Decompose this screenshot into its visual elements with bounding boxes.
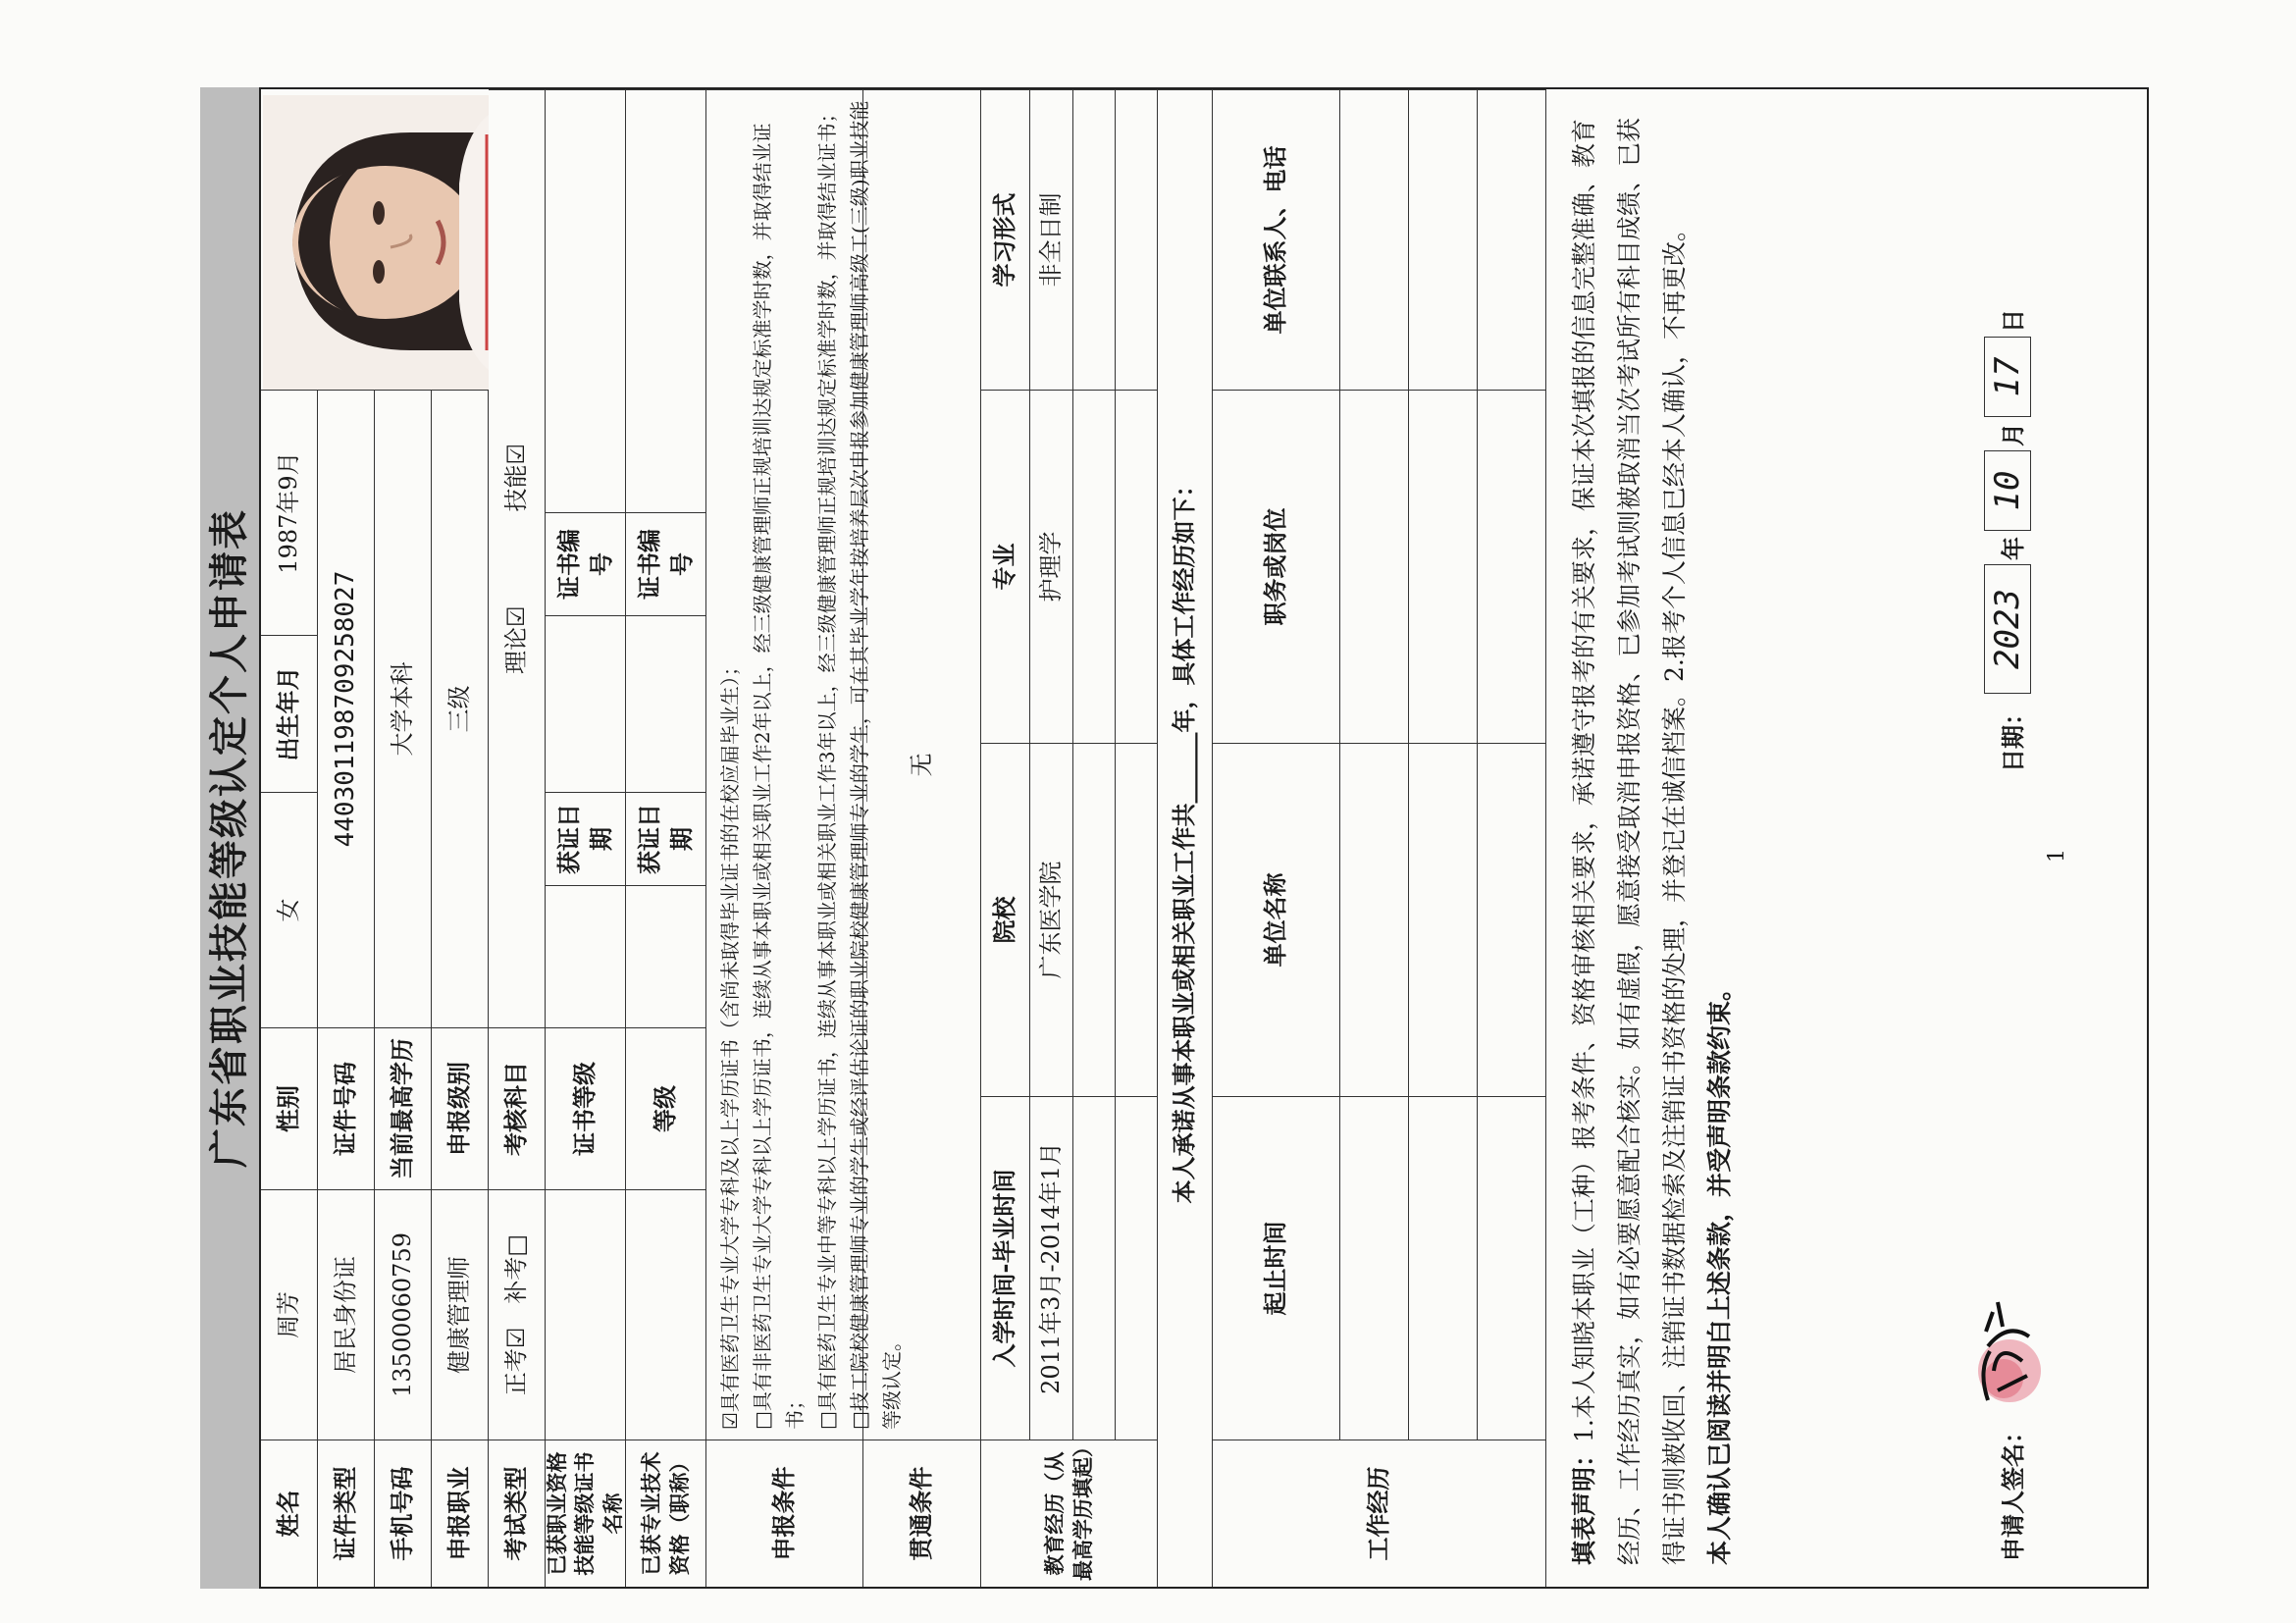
label-title-held: 已获专业技术资格（职称） xyxy=(626,1440,706,1587)
value-bridging: 无 xyxy=(863,89,981,1440)
edu-row-1-major: 护理学 xyxy=(1030,390,1073,743)
date-year-unit: 年 xyxy=(1999,537,2027,560)
work-header-period: 起止时间 xyxy=(1213,1096,1340,1440)
edu-row-1-mode: 非全日制 xyxy=(1030,89,1073,390)
label-id-type: 证件类型 xyxy=(318,1440,375,1587)
edu-row-3-mode xyxy=(1116,89,1158,390)
date-day-unit: 日 xyxy=(1999,309,2027,333)
condition-item-3: □具有医药卫生专业中等专科以上学历证书，连续从事本职业或相关职业工作3年以上，经三级健康管理师正规培训达规定标准学时数，并取得结业证书； xyxy=(815,103,839,1430)
value-exam-type: 正考☑ 补考□ xyxy=(489,1189,546,1440)
work-header-position: 职务或岗位 xyxy=(1213,390,1340,743)
value-birth: 1987年9月 xyxy=(261,390,318,635)
page-number: 1 xyxy=(2045,849,2069,863)
label-occupation: 申报职业 xyxy=(432,1440,489,1587)
label-exam-type: 考试类型 xyxy=(489,1440,546,1587)
form-title: 广东省职业技能等级认定个人申请表 xyxy=(200,87,259,1589)
declaration-block xyxy=(1546,89,1958,1587)
label-name: 姓名 xyxy=(261,1440,318,1587)
condition-item-2: □具有非医药卫生专业大学专科以上学历证书，连续从事本职业或相关职业工作2年以上，经三级健康管理师正规培训达规定标准学时数，并取得结业证书； xyxy=(751,123,807,1430)
declaration-lead: 填表声明： xyxy=(1570,1441,1598,1565)
edu-row-3-school xyxy=(1116,743,1158,1096)
work-row-2-employer xyxy=(1409,743,1478,1096)
applicant-photo xyxy=(263,95,489,390)
application-table xyxy=(259,87,2149,1589)
value-cert-held xyxy=(546,1189,626,1440)
label-cert-held: 已获职业资格技能等级证书名称 xyxy=(546,1440,626,1587)
work-row-2-contact xyxy=(1409,89,1478,390)
work-header-employer: 单位名称 xyxy=(1213,743,1340,1096)
label-subjects: 考核科目 xyxy=(489,1027,546,1189)
label-cert-level-1: 证书等级 xyxy=(546,1027,626,1189)
condition-item-4: □技工院校健康管理师专业的学生或经评估论证的职业院校健康管理师专业的学生，可在其毕业学年按培养层次申报参加健康管理师高级工(三级)职业技能等级认定。 xyxy=(848,100,904,1430)
date-month: 10 xyxy=(1984,450,2031,531)
work-row-1-employer xyxy=(1340,743,1409,1096)
value-level: 三级 xyxy=(432,390,489,1027)
edu-row-3-period xyxy=(1116,1096,1158,1440)
value-id-number: 440301198709258027 xyxy=(318,390,375,1027)
work-row-2-period xyxy=(1409,1096,1478,1440)
signature-stamp xyxy=(1968,1283,2047,1430)
value-cert-level-1 xyxy=(546,885,626,1027)
value-get-date-1 xyxy=(546,615,626,792)
work-row-1-position xyxy=(1340,390,1409,743)
edu-row-1-period: 2011年3月-2014年1月 xyxy=(1030,1096,1073,1440)
edu-row-3-major xyxy=(1116,390,1158,743)
signature-label: 申请人签名： xyxy=(1999,1420,2027,1561)
condition-item-1: ☑具有医药卫生专业大学专科及以上学历证书（含尚未取得毕业证书的在校应届毕业生）； xyxy=(718,656,742,1430)
label-birth: 出生年月 xyxy=(261,635,318,792)
value-title-held xyxy=(626,1189,706,1440)
edu-row-2-school xyxy=(1073,743,1116,1096)
label-gender: 性别 xyxy=(261,1027,318,1189)
edu-row-2-mode xyxy=(1073,89,1116,390)
label-work-history: 工作经历 xyxy=(1213,1440,1546,1587)
value-id-type: 居民身份证 xyxy=(318,1189,375,1440)
value-occupation: 健康管理师 xyxy=(432,1189,489,1440)
date-year: 2023 xyxy=(1984,564,2031,694)
edu-header-major: 专业 xyxy=(981,390,1030,743)
declaration-confirm: 本人确认已阅读并明白上述条款，并受声明条款约束。 xyxy=(1705,975,1734,1565)
work-statement: 本人承诺从事本职业或相关职业工作共______年，具体工作经历如下： xyxy=(1158,89,1213,1587)
value-grade xyxy=(626,885,706,1027)
work-row-3-position xyxy=(1478,390,1546,743)
value-cert-no-2 xyxy=(626,89,706,512)
edu-header-period: 入学时间-毕业时间 xyxy=(981,1096,1030,1440)
edu-header-mode: 学习形式 xyxy=(981,89,1030,390)
date-label: 日期： xyxy=(1999,702,2027,772)
label-get-date-2: 获证日期 xyxy=(626,792,706,885)
label-conditions: 申报条件 xyxy=(706,1440,863,1587)
edu-row-2-period xyxy=(1073,1096,1116,1440)
edu-row-2-major xyxy=(1073,390,1116,743)
label-id-number: 证件号码 xyxy=(318,1027,375,1189)
work-row-1-period xyxy=(1340,1096,1409,1440)
work-row-3-period xyxy=(1478,1096,1546,1440)
label-education: 当前最高学历 xyxy=(375,1027,432,1189)
label-cert-no-2: 证书编号 xyxy=(626,512,706,615)
work-row-2-position xyxy=(1409,390,1478,743)
label-cert-no-1: 证书编号 xyxy=(546,512,626,615)
edu-row-1-school: 广东医学院 xyxy=(1030,743,1073,1096)
conditions-list xyxy=(706,89,904,1440)
signature-row xyxy=(1974,105,2043,1577)
work-row-1-contact xyxy=(1340,89,1409,390)
value-get-date-2 xyxy=(626,615,706,792)
label-get-date-1: 获证日期 xyxy=(546,792,626,885)
date-month-unit: 月 xyxy=(1999,423,2027,446)
date-day: 17 xyxy=(1984,337,2031,417)
rotated-form xyxy=(200,87,2149,1589)
label-bridging: 贯通条件 xyxy=(863,1440,981,1587)
work-row-3-employer xyxy=(1478,743,1546,1096)
value-gender: 女 xyxy=(261,792,318,1027)
value-subjects: 理论☑ 技能☑ xyxy=(489,89,546,1027)
label-grade: 等级 xyxy=(626,1027,706,1189)
label-level: 申报级别 xyxy=(432,1027,489,1189)
declaration-text: 1.本人知晓本职业（工种）报考条件、资格审核相关要求，承诺遵守报考的有关要求，保证本次填报的信息完整准确、教育经历、工作经历真实，如有必要愿意配合核实。如有虚假，愿意接受取消申报资格、已参加考试则被取消当次考试所有科目成绩、已获得证书则被收回、注销证书数据检索及注销证书资格的处理，并登记在诚信档案。2.报考个人信息已经本人确认，不再更改。 xyxy=(1570,117,1689,1565)
value-education: 大学本科 xyxy=(375,390,432,1027)
work-row-3-contact xyxy=(1478,89,1546,390)
work-header-contact: 单位联系人、电话 xyxy=(1213,89,1340,390)
label-phone: 手机号码 xyxy=(375,1440,432,1587)
value-cert-no-1 xyxy=(546,89,626,512)
portrait-image xyxy=(263,95,489,390)
value-name: 周芳 xyxy=(261,1189,318,1440)
edu-header-school: 院校 xyxy=(981,743,1030,1096)
label-edu-history: 教育经历（从最高学历填起） xyxy=(981,1440,1158,1587)
value-phone: 13500060759 xyxy=(375,1189,432,1440)
